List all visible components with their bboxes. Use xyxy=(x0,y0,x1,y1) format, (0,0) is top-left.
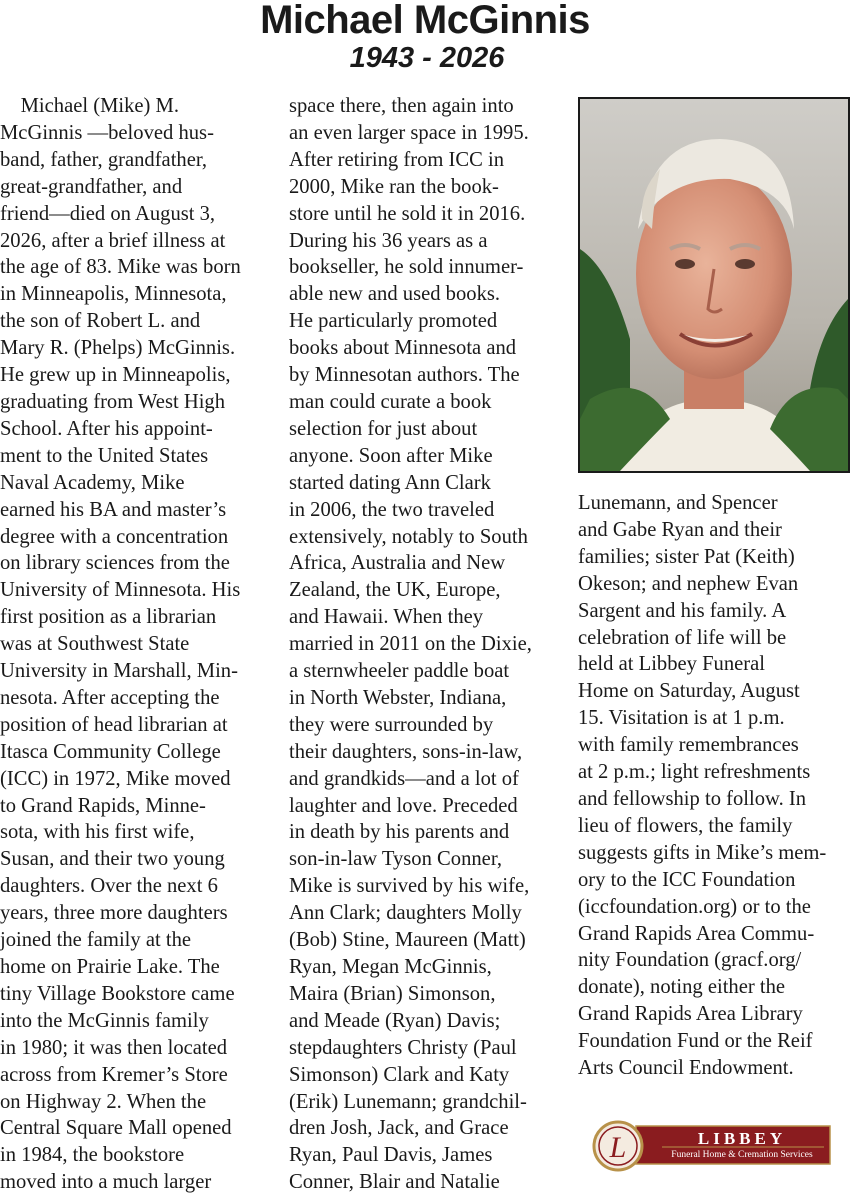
text-line: in 1984, the bookstore xyxy=(0,1144,185,1167)
text-line: at 2 p.m.; light refreshments xyxy=(578,761,811,784)
portrait-photo xyxy=(578,97,850,473)
text-line: a sternwheeler paddle boat xyxy=(289,660,510,683)
text-line: able new and used books. xyxy=(289,283,501,306)
text-line: in Minneapolis, Minnesota, xyxy=(0,283,227,306)
text-line: Arts Council Endowment. xyxy=(578,1057,794,1080)
text-line: Central Square Mall opened xyxy=(0,1117,232,1140)
text-line: into the McGinnis family xyxy=(0,1009,209,1032)
text-line: After retiring from ICC in xyxy=(289,148,505,171)
text-line: Michael (Mike) M. xyxy=(0,95,180,117)
text-line: dren Josh, Jack, and Grace xyxy=(289,1117,509,1140)
text-line: Itasca Community College xyxy=(0,740,221,763)
text-line: in 1980; it was then located xyxy=(0,1036,228,1059)
text-line: Conner, Blair and Natalie xyxy=(289,1171,500,1194)
text-line: University of Minnesota. His xyxy=(0,579,241,602)
text-line: on library sciences from the xyxy=(0,552,230,575)
text-line: Mike is survived by his wife, xyxy=(289,875,530,898)
logo-tagline: Funeral Home & Cremation Services xyxy=(671,1150,813,1160)
logo-name: LIBBEY xyxy=(697,1129,787,1148)
column-2 xyxy=(289,93,561,1196)
text-line: Foundation Fund or the Reif xyxy=(578,1030,813,1053)
text-line: lieu of flowers, the family xyxy=(578,814,793,837)
text-line: great-grandfather, and xyxy=(0,175,183,198)
text-line: friend—died on August 3, xyxy=(0,202,216,225)
column-3 xyxy=(578,490,850,1082)
text-line: the son of Robert L. and xyxy=(0,310,201,333)
text-line: they were surrounded by xyxy=(289,713,494,736)
text-line: ment to the United States xyxy=(0,444,209,467)
text-line: laughter and love. Preceded xyxy=(289,794,518,817)
text-line: was at Southwest State xyxy=(0,633,190,656)
text-line: Ryan, Megan McGinnis, xyxy=(289,956,492,978)
text-line: University in Marshall, Min- xyxy=(0,660,238,683)
text-line: in death by his parents and xyxy=(289,821,510,844)
text-line: Maira (Brian) Simonson, xyxy=(289,982,496,1005)
text-line: extensively, notably to South xyxy=(289,525,528,548)
text-line: celebration of life will be xyxy=(578,626,787,649)
text-line: anyone. Soon after Mike xyxy=(289,444,493,467)
text-line: in 2006, the two traveled xyxy=(289,498,495,521)
text-line: (ICC) in 1972, Mike moved xyxy=(0,767,231,790)
text-line: Lunemann, and Spencer xyxy=(578,492,778,514)
text-line: sota, with his first wife, xyxy=(0,821,195,844)
text-line: years, three more daughters xyxy=(0,902,228,925)
text-line: started dating Ann Clark xyxy=(289,471,491,494)
text-line: daughters. Over the next 6 xyxy=(0,875,218,898)
text-line: band, father, grandfather, xyxy=(0,148,208,171)
text-line: 15. Visitation is at 1 p.m. xyxy=(578,707,785,730)
column-1 xyxy=(0,93,272,1196)
text-line: and fellowship to follow. In xyxy=(578,787,807,810)
text-line: held at Libbey Funeral xyxy=(578,653,766,676)
text-line: married in 2011 on the Dixie, xyxy=(289,633,532,656)
text-line: joined the family at the xyxy=(0,929,192,952)
text-line: space there, then again into xyxy=(289,95,514,117)
text-line: donate), noting either the xyxy=(578,976,786,999)
text-line: graduating from West High xyxy=(0,390,226,413)
text-line: Ryan, Paul Davis, James xyxy=(289,1144,493,1167)
text-line: Simonson) Clark and Katy xyxy=(289,1063,510,1086)
text-line: man could curate a book xyxy=(289,390,492,413)
text-line: Okeson; and nephew Evan xyxy=(578,572,799,595)
text-line: home on Prairie Lake. The xyxy=(0,956,220,978)
text-line: their daughters, sons-in-law, xyxy=(289,740,523,763)
text-line: stepdaughters Christy (Paul xyxy=(289,1036,517,1059)
text-line: son-in-law Tyson Conner, xyxy=(289,848,502,871)
text-line: books about Minnesota and xyxy=(289,337,517,360)
text-line: suggests gifts in Mike’s mem- xyxy=(578,841,827,864)
text-line: on Highway 2. When the xyxy=(0,1090,207,1113)
text-line: degree with a concentration xyxy=(0,525,229,548)
text-line: Grand Rapids Area Commu- xyxy=(578,922,815,945)
logo-monogram: L xyxy=(609,1131,627,1164)
text-line: moved into a much larger xyxy=(0,1171,212,1194)
text-line: He grew up in Minneapolis, xyxy=(0,364,231,387)
text-line: Africa, Australia and New xyxy=(289,552,506,575)
portrait-photo-icon xyxy=(580,99,848,471)
text-line: nesota. After accepting the xyxy=(0,686,220,709)
text-line: bookseller, he sold innumer- xyxy=(289,256,524,279)
text-line: families; sister Pat (Keith) xyxy=(578,545,795,568)
text-line: tiny Village Bookstore came xyxy=(0,982,235,1005)
text-line: Home on Saturday, August xyxy=(578,680,800,703)
text-line: the age of 83. Mike was born xyxy=(0,256,241,279)
text-line: 2000, Mike ran the book- xyxy=(289,175,499,198)
text-line: School. After his appoint- xyxy=(0,417,213,440)
text-line: with family remembrances xyxy=(578,734,799,757)
text-line: (iccfoundation.org) or to the xyxy=(578,895,811,918)
text-line: (Erik) Lunemann; grandchil- xyxy=(289,1090,527,1113)
text-line: Naval Academy, Mike xyxy=(0,471,185,494)
text-line: Mary R. (Phelps) McGinnis. xyxy=(0,337,236,360)
text-line: first position as a librarian xyxy=(0,606,217,629)
text-line: Grand Rapids Area Library xyxy=(578,1003,803,1026)
text-line: Sargent and his family. A xyxy=(578,599,787,622)
obituary-name: Michael McGinnis xyxy=(260,0,590,42)
text-line: and Meade (Ryan) Davis; xyxy=(289,1009,501,1032)
text-line: 2026, after a brief illness at xyxy=(0,229,226,252)
text-line: across from Kremer’s Store xyxy=(0,1063,228,1086)
text-line: store until he sold it in 2016. xyxy=(289,202,526,225)
text-line: Susan, and their two young xyxy=(0,848,225,871)
text-line: He particularly promoted xyxy=(289,310,498,333)
text-line: position of head librarian at xyxy=(0,713,228,736)
libbey-logo xyxy=(592,1120,832,1172)
text-line: ory to the ICC Foundation xyxy=(578,868,796,891)
text-line: During his 36 years as a xyxy=(289,229,488,252)
text-line: and grandkids—and a lot of xyxy=(289,767,519,790)
text-line: in North Webster, Indiana, xyxy=(289,686,507,709)
text-line: nity Foundation (gracf.org/ xyxy=(578,949,802,972)
text-line: earned his BA and master’s xyxy=(0,498,227,521)
text-line: an even larger space in 1995. xyxy=(289,121,529,144)
text-line: McGinnis —beloved hus- xyxy=(0,121,214,144)
text-line: and Hawaii. When they xyxy=(289,606,484,629)
text-line: and Gabe Ryan and their xyxy=(578,518,782,541)
life-years: 1943 - 2026 xyxy=(349,42,505,74)
text-line: to Grand Rapids, Minne- xyxy=(0,794,206,817)
text-line: selection for just about xyxy=(289,417,478,440)
text-line: (Bob) Stine, Maureen (Matt) xyxy=(289,929,526,952)
text-line: Zealand, the UK, Europe, xyxy=(289,579,501,602)
text-line: by Minnesotan authors. The xyxy=(289,364,520,387)
text-line: Ann Clark; daughters Molly xyxy=(289,902,522,925)
